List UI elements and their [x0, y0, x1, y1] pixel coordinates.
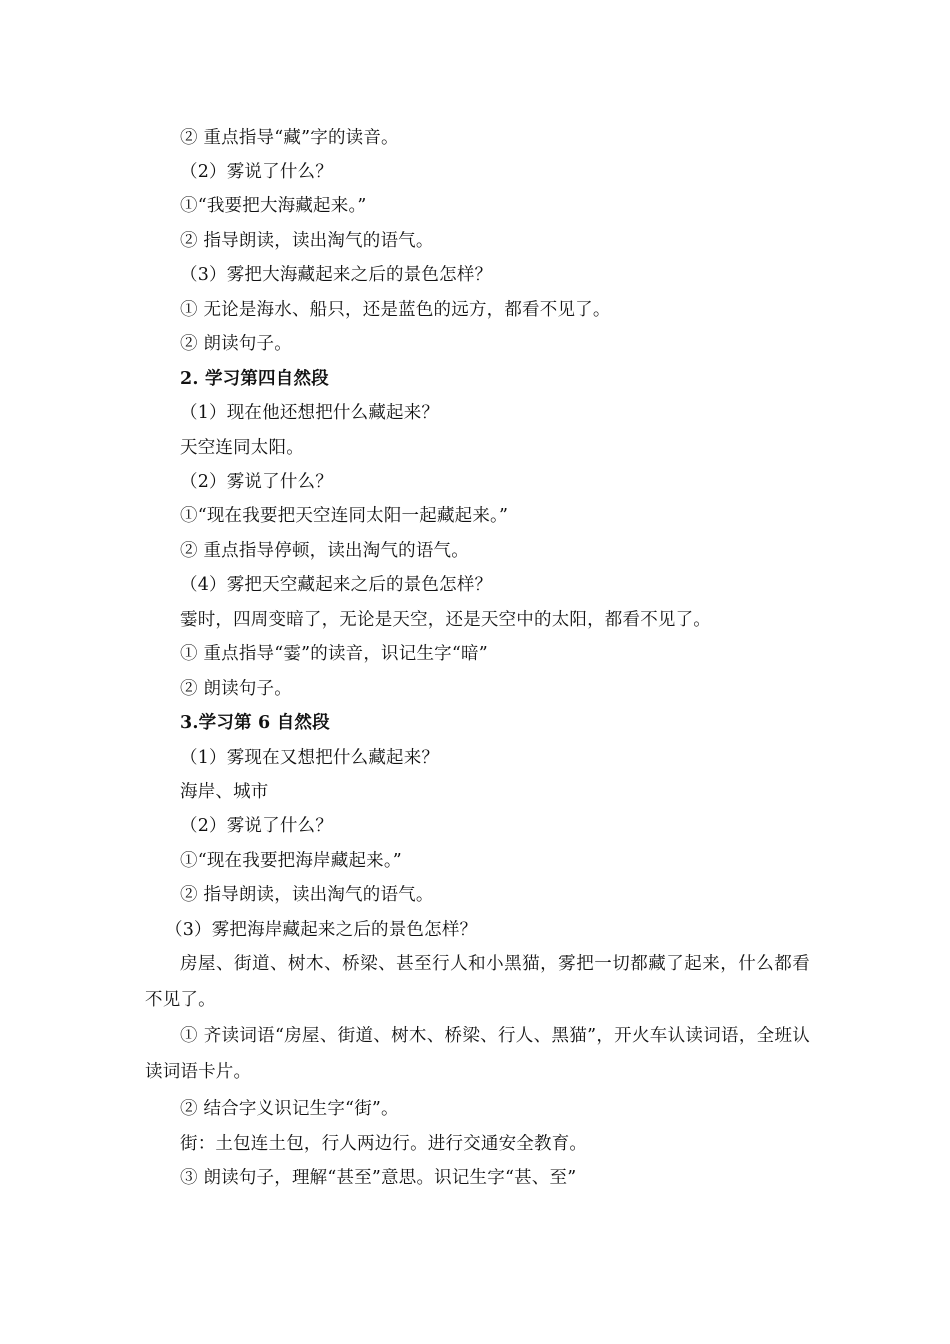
- text-line: （2）雾说了什么？: [180, 816, 333, 836]
- text-line: 街：土包连土包，行人两边行。进行交通安全教育。: [180, 1134, 588, 1154]
- text-line: （1）雾现在又想把什么藏起来？: [180, 748, 440, 768]
- text-line: 霎时，四周变暗了，无论是天空，还是天空中的太阳，都看不见了。: [180, 610, 711, 630]
- text-line: ② 指导朗读，读出淘气的语气。: [180, 231, 434, 251]
- text-line: （2）雾说了什么？: [180, 472, 333, 492]
- paragraph: 房屋、街道、树木、桥梁、甚至行人和小黑猫，雾把一切都藏了起来，什么都看不见了。: [145, 954, 810, 1010]
- text-line: ③ 朗读句子，理解“甚至”意思。识记生字“甚、至”: [180, 1168, 577, 1188]
- text-line: （2）雾说了什么？: [180, 162, 333, 182]
- text-line: ② 指导朗读，读出淘气的语气。: [180, 885, 434, 905]
- text-line: （3）雾把海岸藏起来之后的景色怎样？: [165, 920, 478, 940]
- text-line: ①“现在我要把天空连同太阳一起藏起来。”: [180, 506, 509, 526]
- section-heading: 3.学习第 6 自然段: [180, 713, 330, 733]
- text-line: （3）雾把大海藏起来之后的景色怎样？: [180, 265, 493, 285]
- text-line: （4）雾把天空藏起来之后的景色怎样？: [180, 575, 493, 595]
- text-line: ① 重点指导“霎”的读音，识记生字“暗”: [180, 644, 488, 664]
- text-line: ② 重点指导“藏”字的读音。: [180, 128, 399, 148]
- text-line: （1）现在他还想把什么藏起来？: [180, 403, 440, 423]
- section-heading: 2. 学习第四自然段: [180, 369, 329, 389]
- text-line: ② 重点指导停顿，读出淘气的语气。: [180, 541, 469, 561]
- text-line: ② 结合字义识记生字“街”。: [180, 1099, 399, 1119]
- text-line: 海岸、城市: [180, 782, 269, 802]
- text-line: ① 无论是海水、船只，还是蓝色的远方，都看不见了。: [180, 300, 611, 320]
- text-line: ①“现在我要把海岸藏起来。”: [180, 851, 402, 871]
- text-line: ② 朗读句子。: [180, 679, 292, 699]
- text-line: ①“我要把大海藏起来。”: [180, 196, 367, 216]
- paragraph: ① 齐读词语“房屋、街道、树木、桥梁、行人、黑猫”，开火车认读词语，全班认读词语卡片。: [145, 1026, 810, 1082]
- text-line: ② 朗读句子。: [180, 334, 292, 354]
- text-line: 天空连同太阳。: [180, 438, 304, 458]
